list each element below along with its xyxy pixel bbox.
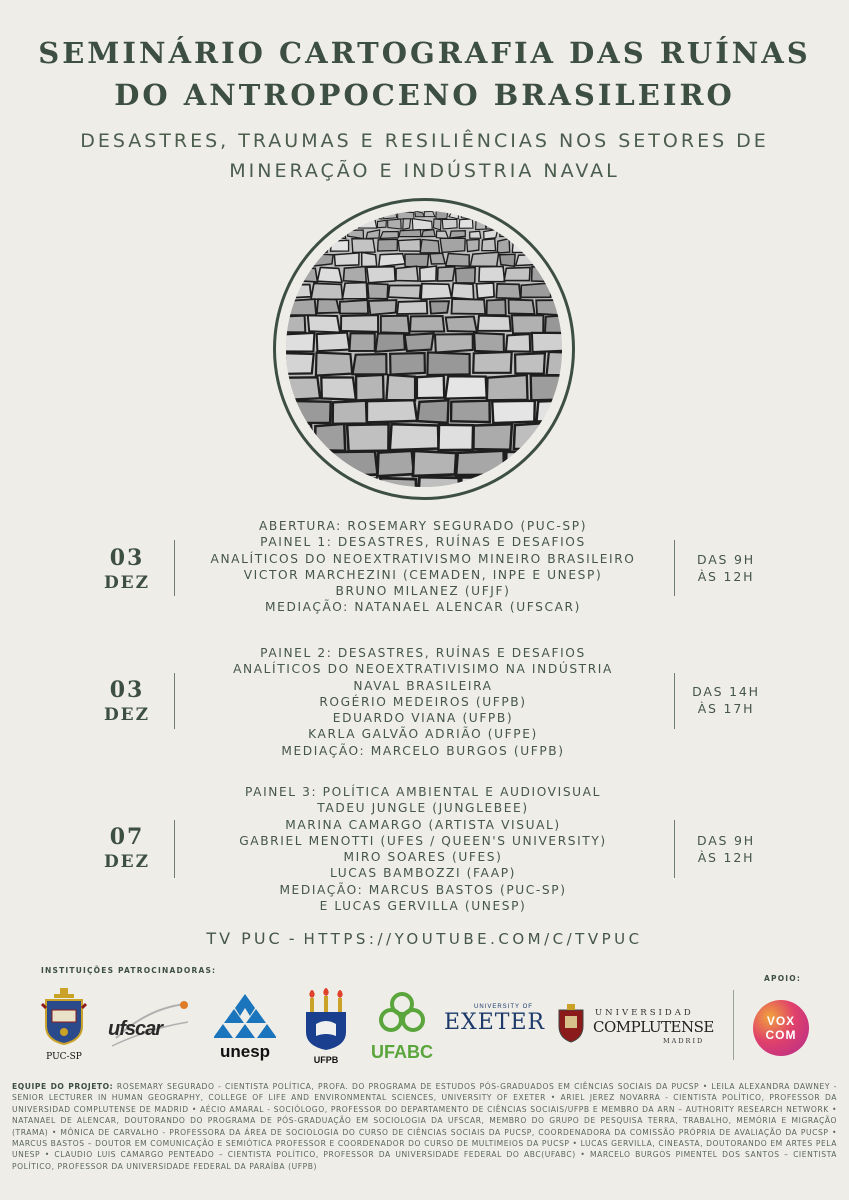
divider [674, 540, 675, 596]
event-date-2 [92, 677, 162, 727]
event-month: DEZ [103, 573, 151, 593]
time-start: DAS 9H [696, 833, 756, 848]
complutense-logo-top: UNIVERSIDAD [595, 1008, 694, 1018]
event-day: 03 [109, 677, 145, 703]
title-line-1: SEMINÁRIO CARTOGRAFIA DAS RUÍNAS [38, 36, 811, 70]
event-time-1 [680, 551, 772, 585]
ufscar-logo [108, 998, 192, 1054]
time-start: DAS 14H [692, 684, 760, 699]
event-description-2 [176, 645, 670, 759]
event-line: PAINEL 1: DESASTRES, RUÍNAS E DESAFIOS [260, 535, 586, 550]
event-line: LUCAS BAMBOZZI (FAAP) [329, 866, 517, 881]
time-end: ÀS 17H [697, 701, 755, 716]
time-end: ÀS 12H [697, 850, 755, 865]
time-end: ÀS 12H [697, 569, 755, 584]
event-line: ROGÉRIO MEDEIROS (UFPB) [319, 694, 527, 709]
unesp-triangles-icon [214, 992, 276, 1038]
project-team-text [12, 1081, 837, 1172]
event-line: VICTOR MARCHEZINI (CEMADEN, INPE E UNESP) [243, 567, 603, 582]
stream-separator: - [288, 929, 298, 948]
complutense-logo-bottom: MADRID [663, 1037, 705, 1045]
event-month: DEZ [103, 852, 151, 872]
event-line: EDUARDO VIANA (UFPB) [332, 711, 514, 726]
time-start: DAS 9H [696, 552, 756, 567]
support-label: APOIO: [764, 974, 802, 983]
event-block-1 [0, 518, 849, 620]
complutense-crest-icon [555, 1004, 587, 1044]
event-date-3 [92, 824, 162, 874]
event-block-3 [0, 784, 849, 916]
title-line-2: DO ANTROPOCENO BRASILEIRO [114, 78, 735, 112]
event-title [0, 32, 849, 116]
event-description-1 [176, 518, 670, 616]
stream-url-link[interactable]: HTTPS://YOUTUBE.COM/C/TVPUC [303, 930, 643, 948]
event-line: GABRIEL MENOTTI (UFES / QUEEN'S UNIVERSITY) [239, 833, 607, 848]
event-month: DEZ [103, 705, 151, 725]
event-line: MEDIAÇÃO: NATANAEL ALENCAR (UFSCAR) [265, 600, 581, 615]
event-time-2 [680, 683, 772, 717]
team-members: ROSEMARY SEGURADO - CIENTISTA POLÍTICA, PROFA. DO PROGRAMA DE ESTUDOS PÓS-GRADUADOS EM CIÊNCIAS SOCIAIS DA PUCSP • LEILA ALEXANDRA DAWNEY - SENIOR LECTURER IN HUMAN GEOGRAPHY, COLLEGE OF LIFE AND ENVIRONMENTAL SCIENCES, UNIVERSITY OF EXETER • ARIEL JEREZ NOVARRA - CIENTISTA POLÍTICO, PROFESSOR DA UNIVERSIDAD COMPLUTENSE DE MADRID • AÉCIO AMARAL - SOCIÓLOGO, PROFESSOR DO DEPARTAMENTO DE CIÊNCIAS SOCIAIS/UFPB E MEMBRO DA ARN – AUTHORITY RESEARCH NETWORK • NATANAEL DE ALENCAR, DOUTORANDO DO PROGRAMA DE PÓS-GRADUAÇÃO EM SOCIOLOGIA DA UFSCAR, MEMBRO DO GRUPO DE PESQUISA TERRA, TRABALHO, MEMÓRIA E MIGRAÇÃO (TRAMA) • MÔNICA DE CARVALHO - PROFESSORA DA ÁREA DE SOCIOLOGIA DO CURSO DE CIÊNCIAS SOCIAIS DA PUCSP, COORDENADORA DA COMISSÃO PRÓPRIA DE AVALIAÇÃO DA PUCSP • MARCUS BASTOS – DOUTOR EM COMUNICAÇÃO E SEMIÓTICA PROFESSOR E COORDENADOR DO CURSO DE MULTIMEIOS DA PUCSP • LUCAS GERVILLA, CINEASTA, DOUTORANDO EM ARTES PELA UNESP • CLAUDIO LUIS CAMARGO PENTEADO – CIENTISTA POLÍTICO, PROFESSOR DA UNIVERSIDADE FEDERAL DO ABC(UFABC) • MARCELO BURGOS PIMENTEL DOS SANTOS – CIENTISTA POLÍTICO, PROFESSOR DA UNIVERSIDADE FEDERAL DA PARAÍBA (UFPB) [12, 1082, 837, 1171]
exeter-logo [444, 1004, 546, 1044]
voxcom-logo [753, 1000, 809, 1056]
event-line: NAVAL BRASILEIRA [353, 678, 493, 693]
event-line: E LUCAS GERVILLA (UNESP) [319, 899, 527, 914]
divider [674, 820, 675, 878]
ufpb-torches-icon [302, 988, 350, 1050]
pucsp-logo-text: PUC-SP [46, 1052, 82, 1062]
event-time-3 [680, 832, 772, 866]
ufpb-logo-text: UFPB [313, 1055, 339, 1065]
unesp-logo-text: unesp [219, 1042, 271, 1061]
ufabc-logo-text: UFABC [371, 1042, 433, 1062]
ufscar-logo-text: ufscar [108, 1018, 163, 1040]
ufpb-logo [302, 988, 350, 1065]
cracked-earth-image [286, 211, 562, 487]
exeter-logo-text: EXETER [444, 1010, 546, 1035]
divider [174, 673, 175, 729]
event-line: PAINEL 2: DESASTRES, RUÍNAS E DESAFIOS [260, 646, 586, 660]
ufabc-logo [366, 990, 438, 1062]
event-block-2 [0, 645, 849, 761]
divider [174, 540, 175, 596]
exeter-logo-top: UNIVERSITY OF [474, 1004, 533, 1010]
sponsors-label: INSTITUIÇÕES PATROCINADORAS: [41, 966, 217, 975]
team-label: EQUIPE DO PROJETO: [12, 1082, 114, 1091]
support-divider [733, 990, 734, 1060]
complutense-logo [555, 1004, 717, 1048]
event-line: PAINEL 3: POLÍTICA AMBIENTAL E AUDIOVISUAL [244, 785, 602, 799]
event-date-1 [92, 545, 162, 595]
event-line: MARINA CAMARGO (ARTISTA VISUAL) [285, 817, 561, 832]
event-line: ABERTURA: ROSEMARY SEGURADO (PUC-SP) [258, 519, 588, 533]
event-description-3 [176, 784, 670, 914]
ufabc-knot-icon [366, 990, 438, 1034]
event-line: MIRO SOARES (UFES) [343, 850, 503, 865]
unesp-logo [214, 992, 276, 1061]
event-line: BRUNO MILANEZ (UFJF) [335, 584, 511, 599]
event-subtitle [0, 126, 849, 186]
pucsp-crest-icon [36, 986, 92, 1046]
event-line: TADEU JUNGLE (JUNGLEBEE) [317, 801, 529, 816]
divider [674, 673, 675, 729]
cracked-earth-image-frame [273, 198, 575, 500]
stream-info [0, 929, 849, 948]
event-line: ANALÍTICOS DO NEOEXTRATIVISMO MINEIRO BRASILEIRO [210, 551, 636, 566]
divider [174, 820, 175, 878]
subtitle-line-1: DESASTRES, TRAUMAS E RESILIÊNCIAS NOS SETORES DE [80, 130, 769, 152]
event-line: MEDIAÇÃO: MARCELO BURGOS (UFPB) [281, 743, 565, 758]
event-day: 03 [109, 545, 145, 571]
pucsp-logo [36, 986, 92, 1062]
event-day: 07 [109, 824, 145, 850]
voxcom-logo-line-1: VOX [766, 1014, 796, 1028]
subtitle-line-2: MINERAÇÃO E INDÚSTRIA NAVAL [229, 160, 620, 182]
event-line: ANALÍTICOS DO NEOEXTRATIVISIMO NA INDÚSTRIA [233, 662, 613, 677]
event-line: MEDIAÇÃO: MARCUS BASTOS (PUC-SP) [279, 882, 567, 897]
stream-label: TV PUC [206, 929, 283, 948]
event-line: KARLA GALVÃO ADRIÃO (UFPE) [308, 727, 538, 742]
voxcom-logo-line-2: COM [765, 1028, 797, 1042]
complutense-logo-text: COMPLUTENSE [593, 1018, 714, 1036]
